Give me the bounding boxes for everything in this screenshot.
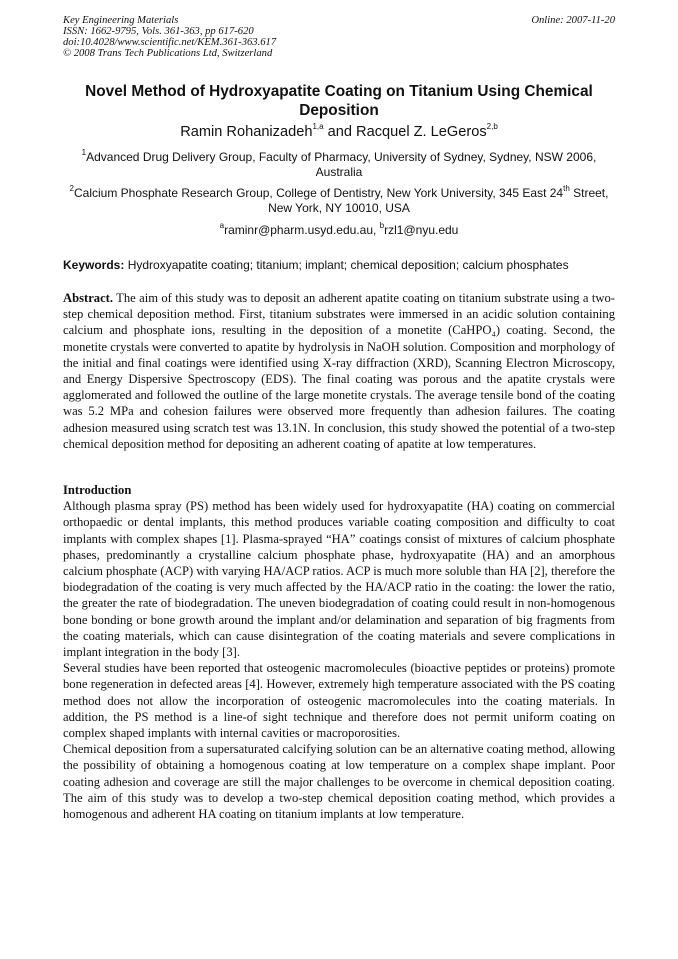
introduction-paragraph-2: Several studies have been reported that osteogenic macromolecules (bioactive peptides or proteins) promote bone regeneration in defected areas [4]. However, extremely high temperature associated with the PS coating method does not allow the incorporation of osteogenic macromolecules into the coating materials. In addition, the PS method is a line-of sight technique and therefore does not permit uniform coating on complex shaped implants with internal cavities or macroporosities. [63, 661, 615, 741]
journal-name: Key Engineering Materials [63, 15, 179, 26]
journal-header [63, 16, 615, 60]
issn-line: ISSN: 1662-9795, Vols. 361-363, pp 617-620 [63, 25, 254, 37]
abstract [63, 290, 615, 452]
paper-title: Novel Method of Hydroxyapatite Coating on Titanium Using Chemical Deposition [85, 83, 593, 119]
affiliation-2-number: 2 [69, 184, 74, 193]
affiliation-2-text-end: Street, New York, NY 10010, USA [268, 186, 609, 215]
abstract-text: The aim of this study was to deposit an adherent apatite coating on titanium substrate using a two-step chemical deposition method. First, titanium substrates were immersed in an acidic solution containing calcium and phosphate ions, resulting in the deposition of a monetite (CaHPO₄) coating. Second, the monetite crystals were converted to apatite by hydrolysis in NaOH solution. Composition and morphology of the initial and final coatings were identified using X-ray diffraction (XRD), Scanning Electron Microscopy, and Energy Dispersive Spectroscopy (EDS). The final coating was porous and the apatite crystals were agglomerated and followed the outline of the large monetite crystals. The average tensile bond of the coating was 5.2 MPa and cohesion failures were observed more frequently than adhesion failures. The coating adhesion measured using scratch test was 13.1N. In conclusion, this study showed the potential of a two-step chemical deposition method for depositing an adherent coating of apatite at low temperatures. [63, 291, 615, 451]
affiliation-1-text: Advanced Drug Delivery Group, Faculty of Pharmacy, University of Sydney, Sydney, NSW 2006, Australia [86, 150, 597, 179]
introduction-section [63, 482, 615, 822]
affiliation-2 [63, 186, 615, 216]
introduction-paragraph-1: Although plasma spray (PS) method has been widely used for hydroxyapatite (HA) coating on commercial orthopaedic or dental implants, this method produces variable coating composition and difficulty to coat implants with complex shapes [1]. Plasma-sprayed “HA” coatings consist of mixtures of calcium phosphate phases, predominantly a crystalline calcium phosphate phase, hydroxyapatite (HA) and an amorphous calcium phosphate (ACP) with varying HA/ACP ratios. ACP is much more soluble than HA [2], therefore the biodegradation of the coating is very much affected by the HA/ACP ratio in the coating: the lower the ratio, the greater the rate of biodegradation. The uneven biodegradation of coating could result in non-homogenous bone bonding or bone growth around the implant and/or delamination and separation of big fragments from the coating materials, which can cause disintegration of the coating materials and severe complications in implant integration in the body [3]. [63, 499, 615, 660]
email-b[interactable]: rzl1@nyu.edu [384, 223, 459, 237]
doi-line: doi:10.4028/www.scientific.net/KEM.361-363.617 [63, 36, 277, 48]
keywords-text: Hydroxyapatite coating; titanium; implant; chemical deposition; calcium phosphates [124, 258, 569, 272]
copyright-line: © 2008 Trans Tech Publications Ltd, Switzerland [63, 47, 273, 59]
introduction-heading: Introduction [63, 483, 132, 497]
email-a-mark: a [219, 221, 225, 230]
introduction-paragraph-3: Chemical deposition from a supersaturated calcifying solution can be an alternative coating method, allowing the possibility of obtaining a homogenous coating at low temperature on a complex shape implant. Poor coating adhesion and coverage are still the major challenges to be overcome in chemical deposition coating. The aim of this study was to develop a two-step chemical deposition coating method, which provides a homogenous and adherent HA coating on titanium implants at low temperature. [63, 742, 615, 822]
author-2: Racquel Z. LeGeros [356, 124, 487, 140]
online-date: Online: 2007-11-20 [531, 15, 615, 26]
author-conjunction: and [323, 124, 357, 140]
author-line [63, 123, 615, 141]
email-a[interactable]: raminr@pharm.usyd.edu.au, [224, 223, 380, 237]
author-1: Ramin Rohanizadeh [180, 124, 313, 140]
author-2-affiliation-mark: 2,b [486, 122, 498, 132]
affiliation-2-ordinal: th [563, 184, 570, 193]
author-1-affiliation-mark: 1,a [312, 122, 324, 132]
keywords [63, 258, 615, 273]
affiliation-1-number: 1 [81, 148, 87, 157]
email-b-mark: b [379, 221, 385, 230]
affiliation-1 [63, 150, 615, 180]
keywords-label: Keywords: [63, 258, 125, 272]
author-emails [63, 223, 615, 238]
abstract-label: Abstract. [63, 291, 114, 305]
affiliation-2-text: Calcium Phosphate Research Group, College of Dentistry, New York University, 345 East 24 [73, 186, 564, 200]
